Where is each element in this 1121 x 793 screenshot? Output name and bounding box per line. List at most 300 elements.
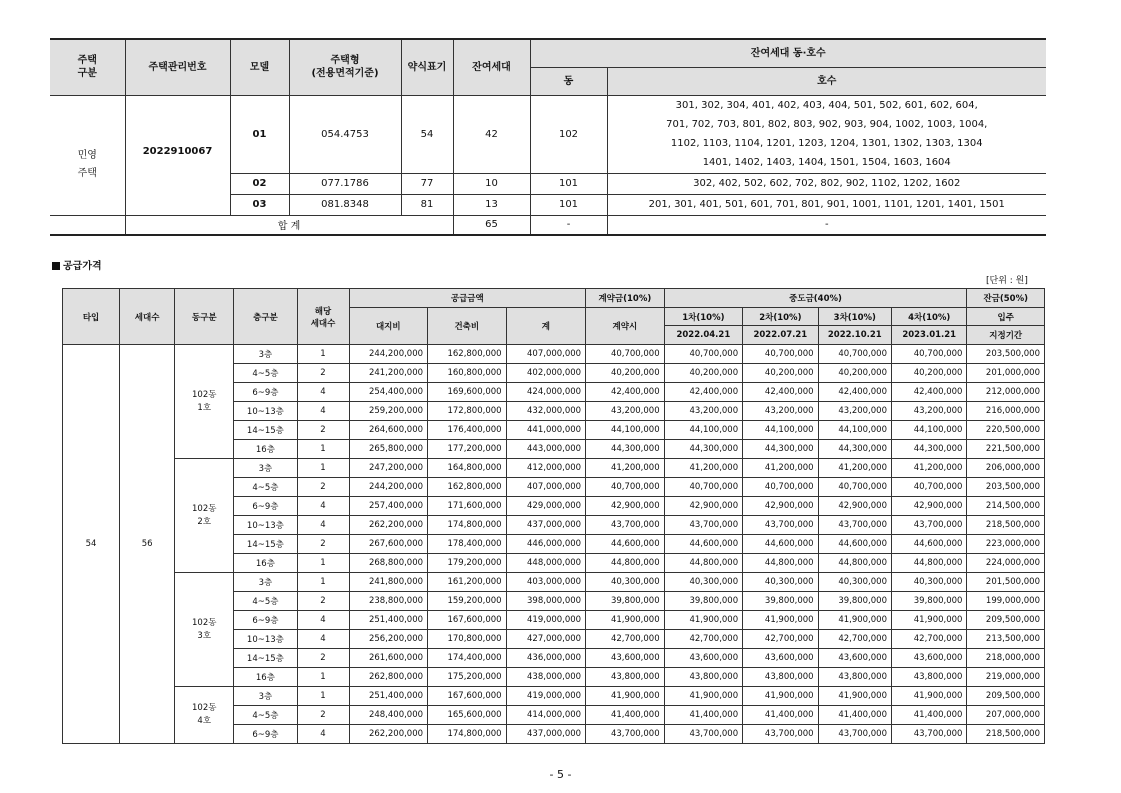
amount-cell: 216,000,000 [967,402,1045,421]
unit-numbers: 302, 402, 502, 602, 702, 802, 902, 1102, 1202, 1602 [607,173,1046,194]
amount-cell: 178,400,000 [428,535,507,554]
floor-cell: 16층 [234,668,297,687]
amount-cell: 43,200,000 [664,402,743,421]
floor-cell: 3층 [234,459,297,478]
house-type: 054.4753 [289,95,401,173]
amount-cell: 41,200,000 [743,459,818,478]
amount-cell: 40,200,000 [743,364,818,383]
abbr: 77 [401,173,453,194]
amount-cell: 40,200,000 [891,364,966,383]
total-remaining: 65 [453,215,530,235]
amount-cell: 43,200,000 [818,402,891,421]
remaining: 10 [453,173,530,194]
header-applicable: 해당 세대수 [297,289,349,345]
model-01: 01 [230,95,289,173]
amount-cell: 427,000,000 [506,630,586,649]
amount-cell: 42,900,000 [586,497,665,516]
header-interim-2: 2차(10%) [743,308,818,326]
amount-cell: 41,400,000 [743,706,818,725]
amount-cell: 244,200,000 [349,345,428,364]
header-remaining-units: 잔여세대 동·호수 [530,39,1046,67]
amount-cell: 41,900,000 [664,611,743,630]
amount-cell: 254,400,000 [349,383,428,402]
amount-cell: 212,000,000 [967,383,1045,402]
amount-cell: 40,700,000 [891,478,966,497]
applicable-cell: 1 [297,554,349,573]
floor-cell: 3층 [234,687,297,706]
floor-cell: 4~5층 [234,706,297,725]
amount-cell: 40,700,000 [586,345,665,364]
remaining: 42 [453,95,530,173]
applicable-cell: 1 [297,573,349,592]
amount-cell: 44,100,000 [743,421,818,440]
abbr: 54 [401,95,453,173]
amount-cell: 407,000,000 [506,345,586,364]
amount-cell: 171,600,000 [428,497,507,516]
households-cell: 56 [120,345,175,744]
header-interim: 중도금(40%) [664,289,967,308]
amount-cell: 43,700,000 [891,516,966,535]
amount-cell: 209,500,000 [967,687,1045,706]
applicable-cell: 2 [297,535,349,554]
header-supply: 공급금액 [349,289,586,308]
header-balance-period: 지정기간 [967,326,1045,345]
amount-cell: 206,000,000 [967,459,1045,478]
header-land: 대지비 [349,308,428,345]
header-ho: 호수 [607,67,1046,95]
applicable-cell: 2 [297,478,349,497]
header-dong: 동 [530,67,607,95]
amount-cell: 40,700,000 [743,478,818,497]
table-row [63,573,1045,592]
amount-cell: 262,800,000 [349,668,428,687]
amount-cell: 44,100,000 [891,421,966,440]
amount-cell: 174,800,000 [428,725,507,744]
dong: 101 [530,173,607,194]
floor-cell: 14~15층 [234,421,297,440]
model-03: 03 [230,194,289,215]
amount-cell: 267,600,000 [349,535,428,554]
applicable-cell: 4 [297,497,349,516]
amount-cell: 209,500,000 [967,611,1045,630]
header-contract-when: 계약시 [586,308,665,345]
amount-cell: 175,200,000 [428,668,507,687]
header-interim-1: 1차(10%) [664,308,743,326]
header-balance-when: 입주 [967,308,1045,326]
amount-cell: 41,400,000 [891,706,966,725]
amount-cell: 42,700,000 [743,630,818,649]
amount-cell: 44,600,000 [586,535,665,554]
amount-cell: 164,800,000 [428,459,507,478]
amount-cell: 214,500,000 [967,497,1045,516]
amount-cell: 161,200,000 [428,573,507,592]
header-house-type: 주택형 (전용면적기준) [289,39,401,95]
amount-cell: 169,600,000 [428,383,507,402]
amount-cell: 43,700,000 [664,516,743,535]
amount-cell: 438,000,000 [506,668,586,687]
amount-cell: 179,200,000 [428,554,507,573]
amount-cell: 167,600,000 [428,611,507,630]
amount-cell: 43,700,000 [891,725,966,744]
amount-cell: 43,800,000 [664,668,743,687]
amount-cell: 44,300,000 [818,440,891,459]
applicable-cell: 2 [297,421,349,440]
applicable-cell: 1 [297,668,349,687]
amount-cell: 162,800,000 [428,478,507,497]
amount-cell: 43,800,000 [891,668,966,687]
applicable-cell: 2 [297,649,349,668]
dong-cell: 102동 3호 [175,573,234,687]
header-interim-4: 4차(10%) [891,308,966,326]
amount-cell: 40,300,000 [586,573,665,592]
amount-cell: 40,300,000 [664,573,743,592]
amount-cell: 44,800,000 [818,554,891,573]
total-label: 합 계 [125,215,453,235]
header-contract: 계약금(10%) [586,289,665,308]
amount-cell: 42,900,000 [664,497,743,516]
amount-cell: 437,000,000 [506,516,586,535]
amount-cell: 262,200,000 [349,516,428,535]
dong-cell: 102동 4호 [175,687,234,744]
amount-cell: 43,600,000 [743,649,818,668]
amount-cell: 221,500,000 [967,440,1045,459]
supply-price-table [62,288,1045,744]
amount-cell: 167,600,000 [428,687,507,706]
amount-cell: 44,800,000 [586,554,665,573]
amount-cell: 238,800,000 [349,592,428,611]
amount-cell: 42,700,000 [664,630,743,649]
amount-cell: 261,600,000 [349,649,428,668]
unit-numbers: 301, 302, 304, 401, 402, 403, 404, 501, 502, 601, 602, 604, 701, 702, 703, 801, 802, 803, 902, 903, 904, 1002, 1003, 1004, 1102, 1103, 1104, 1201, 1203, 1204, 1301, 1302, 1303, 1304 1401, 1402, 1403, 1404, 1501, 1504, 1603, 1604 [607,95,1046,173]
amount-cell: 43,700,000 [664,725,743,744]
amount-cell: 40,300,000 [891,573,966,592]
applicable-cell: 2 [297,364,349,383]
remaining: 13 [453,194,530,215]
amount-cell: 268,800,000 [349,554,428,573]
amount-cell: 41,900,000 [818,611,891,630]
amount-cell: 39,800,000 [664,592,743,611]
amount-cell: 201,000,000 [967,364,1045,383]
amount-cell: 44,100,000 [664,421,743,440]
amount-cell: 244,200,000 [349,478,428,497]
square-bullet-icon [52,262,60,270]
section-title: 공급가격 [52,257,102,272]
header-mgmt-no: 주택관리번호 [125,39,230,95]
amount-cell: 170,800,000 [428,630,507,649]
amount-cell: 220,500,000 [967,421,1045,440]
amount-cell: 41,200,000 [818,459,891,478]
amount-cell: 241,800,000 [349,573,428,592]
amount-cell: 174,400,000 [428,649,507,668]
amount-cell: 441,000,000 [506,421,586,440]
amount-cell: 419,000,000 [506,687,586,706]
amount-cell: 448,000,000 [506,554,586,573]
floor-cell: 6~9층 [234,725,297,744]
dong-cell: 102동 1호 [175,345,234,459]
header-interim-3-date: 2022.10.21 [818,326,891,345]
header-interim-3: 3차(10%) [818,308,891,326]
house-type: 081.8348 [289,194,401,215]
amount-cell: 403,000,000 [506,573,586,592]
floor-cell: 14~15층 [234,535,297,554]
amount-cell: 41,400,000 [664,706,743,725]
amount-cell: 42,900,000 [891,497,966,516]
header-interim-4-date: 2023.01.21 [891,326,966,345]
floor-cell: 6~9층 [234,383,297,402]
amount-cell: 159,200,000 [428,592,507,611]
floor-cell: 6~9층 [234,611,297,630]
amount-cell: 251,400,000 [349,687,428,706]
floor-cell: 4~5층 [234,364,297,383]
applicable-cell: 2 [297,706,349,725]
amount-cell: 247,200,000 [349,459,428,478]
header-building: 건축비 [428,308,507,345]
amount-cell: 207,000,000 [967,706,1045,725]
amount-cell: 39,800,000 [586,592,665,611]
amount-cell: 44,100,000 [818,421,891,440]
applicable-cell: 4 [297,725,349,744]
amount-cell: 43,700,000 [586,516,665,535]
amount-cell: 44,800,000 [664,554,743,573]
amount-cell: 40,200,000 [664,364,743,383]
amount-cell: 43,700,000 [586,725,665,744]
amount-cell: 43,200,000 [586,402,665,421]
amount-cell: 241,200,000 [349,364,428,383]
floor-cell: 14~15층 [234,649,297,668]
floor-cell: 4~5층 [234,478,297,497]
amount-cell: 162,800,000 [428,345,507,364]
amount-cell: 398,000,000 [506,592,586,611]
unit-numbers: 201, 301, 401, 501, 601, 701, 801, 901, 1001, 1101, 1201, 1401, 1501 [607,194,1046,215]
header-floor-div: 층구분 [234,289,297,345]
amount-cell: 40,300,000 [743,573,818,592]
amount-cell: 44,300,000 [664,440,743,459]
amount-cell: 44,800,000 [743,554,818,573]
amount-cell: 436,000,000 [506,649,586,668]
applicable-cell: 1 [297,459,349,478]
amount-cell: 176,400,000 [428,421,507,440]
amount-cell: 402,000,000 [506,364,586,383]
amount-cell: 419,000,000 [506,611,586,630]
table-row [63,459,1045,478]
header-model: 모델 [230,39,289,95]
amount-cell: 414,000,000 [506,706,586,725]
amount-cell: 443,000,000 [506,440,586,459]
amount-cell: 432,000,000 [506,402,586,421]
amount-cell: 43,600,000 [586,649,665,668]
amount-cell: 257,400,000 [349,497,428,516]
amount-cell: 219,000,000 [967,668,1045,687]
amount-cell: 43,600,000 [891,649,966,668]
header-sum: 계 [506,308,586,345]
header-interim-2-date: 2022.07.21 [743,326,818,345]
mgmt-no: 2022910067 [125,95,230,215]
amount-cell: 172,800,000 [428,402,507,421]
page-number: - 5 - [549,768,572,781]
amount-cell: 40,700,000 [818,345,891,364]
model-02: 02 [230,173,289,194]
header-type: 타입 [63,289,120,345]
amount-cell: 44,600,000 [818,535,891,554]
amount-cell: 43,800,000 [818,668,891,687]
amount-cell: 203,500,000 [967,345,1045,364]
unit-note: [단위 : 원] [986,276,1028,286]
amount-cell: 174,800,000 [428,516,507,535]
header-dong-div: 동구분 [175,289,234,345]
amount-cell: 248,400,000 [349,706,428,725]
floor-cell: 3층 [234,573,297,592]
housing-units-table [50,38,1046,236]
dong-cell: 102동 2호 [175,459,234,573]
amount-cell: 40,700,000 [664,478,743,497]
applicable-cell: 1 [297,440,349,459]
amount-cell: 412,000,000 [506,459,586,478]
amount-cell: 265,800,000 [349,440,428,459]
table-row [63,345,1045,364]
house-category: 민영 주택 [50,95,125,215]
amount-cell: 44,800,000 [891,554,966,573]
total-dong: - [530,215,607,235]
header-interim-1-date: 2022.04.21 [664,326,743,345]
applicable-cell: 1 [297,345,349,364]
amount-cell: 256,200,000 [349,630,428,649]
amount-cell: 218,000,000 [967,649,1045,668]
amount-cell: 41,900,000 [891,611,966,630]
amount-cell: 203,500,000 [967,478,1045,497]
amount-cell: 42,700,000 [586,630,665,649]
floor-cell: 16층 [234,554,297,573]
amount-cell: 40,200,000 [586,364,665,383]
amount-cell: 44,300,000 [586,440,665,459]
amount-cell: 42,700,000 [891,630,966,649]
applicable-cell: 4 [297,516,349,535]
amount-cell: 42,400,000 [586,383,665,402]
amount-cell: 199,000,000 [967,592,1045,611]
floor-cell: 10~13층 [234,630,297,649]
amount-cell: 262,200,000 [349,725,428,744]
house-type: 077.1786 [289,173,401,194]
amount-cell: 446,000,000 [506,535,586,554]
amount-cell: 41,900,000 [664,687,743,706]
amount-cell: 160,800,000 [428,364,507,383]
applicable-cell: 2 [297,592,349,611]
amount-cell: 41,900,000 [891,687,966,706]
dong: 102 [530,95,607,173]
amount-cell: 39,800,000 [818,592,891,611]
amount-cell: 41,400,000 [586,706,665,725]
amount-cell: 213,500,000 [967,630,1045,649]
amount-cell: 42,700,000 [818,630,891,649]
applicable-cell: 4 [297,630,349,649]
table-row [63,687,1045,706]
amount-cell: 259,200,000 [349,402,428,421]
amount-cell: 43,700,000 [743,725,818,744]
amount-cell: 218,500,000 [967,516,1045,535]
amount-cell: 224,000,000 [967,554,1045,573]
floor-cell: 4~5층 [234,592,297,611]
amount-cell: 44,100,000 [586,421,665,440]
amount-cell: 44,300,000 [891,440,966,459]
amount-cell: 264,600,000 [349,421,428,440]
amount-cell: 407,000,000 [506,478,586,497]
floor-cell: 10~13층 [234,402,297,421]
header-balance: 잔금(50%) [967,289,1045,308]
amount-cell: 40,700,000 [891,345,966,364]
applicable-cell: 4 [297,402,349,421]
amount-cell: 41,900,000 [818,687,891,706]
amount-cell: 429,000,000 [506,497,586,516]
amount-cell: 40,700,000 [586,478,665,497]
floor-cell: 3층 [234,345,297,364]
amount-cell: 42,400,000 [891,383,966,402]
dong: 101 [530,194,607,215]
amount-cell: 43,200,000 [891,402,966,421]
amount-cell: 251,400,000 [349,611,428,630]
amount-cell: 43,700,000 [743,516,818,535]
amount-cell: 43,600,000 [664,649,743,668]
amount-cell: 41,900,000 [743,611,818,630]
applicable-cell: 4 [297,383,349,402]
amount-cell: 44,600,000 [891,535,966,554]
amount-cell: 43,200,000 [743,402,818,421]
amount-cell: 40,700,000 [743,345,818,364]
amount-cell: 41,200,000 [664,459,743,478]
amount-cell: 43,800,000 [586,668,665,687]
type-cell: 54 [63,345,120,744]
amount-cell: 43,600,000 [818,649,891,668]
amount-cell: 44,300,000 [743,440,818,459]
amount-cell: 44,600,000 [664,535,743,554]
total-units: - [607,215,1046,235]
amount-cell: 43,800,000 [743,668,818,687]
amount-cell: 218,500,000 [967,725,1045,744]
header-abbr: 약식표기 [401,39,453,95]
amount-cell: 165,600,000 [428,706,507,725]
amount-cell: 44,600,000 [743,535,818,554]
amount-cell: 41,900,000 [586,611,665,630]
amount-cell: 424,000,000 [506,383,586,402]
amount-cell: 42,900,000 [818,497,891,516]
abbr: 81 [401,194,453,215]
amount-cell: 40,700,000 [664,345,743,364]
header-remaining: 잔여세대 [453,39,530,95]
amount-cell: 40,300,000 [818,573,891,592]
floor-cell: 16층 [234,440,297,459]
header-households: 세대수 [120,289,175,345]
amount-cell: 40,700,000 [818,478,891,497]
applicable-cell: 1 [297,687,349,706]
amount-cell: 42,400,000 [818,383,891,402]
amount-cell: 40,200,000 [818,364,891,383]
floor-cell: 10~13층 [234,516,297,535]
amount-cell: 42,400,000 [743,383,818,402]
amount-cell: 42,400,000 [664,383,743,402]
amount-cell: 42,900,000 [743,497,818,516]
applicable-cell: 4 [297,611,349,630]
floor-cell: 6~9층 [234,497,297,516]
amount-cell: 223,000,000 [967,535,1045,554]
amount-cell: 437,000,000 [506,725,586,744]
amount-cell: 39,800,000 [891,592,966,611]
amount-cell: 177,200,000 [428,440,507,459]
amount-cell: 41,400,000 [818,706,891,725]
amount-cell: 201,500,000 [967,573,1045,592]
amount-cell: 41,200,000 [891,459,966,478]
amount-cell: 43,700,000 [818,516,891,535]
header-house-category: 주택 구분 [50,39,125,95]
amount-cell: 43,700,000 [818,725,891,744]
amount-cell: 41,200,000 [586,459,665,478]
